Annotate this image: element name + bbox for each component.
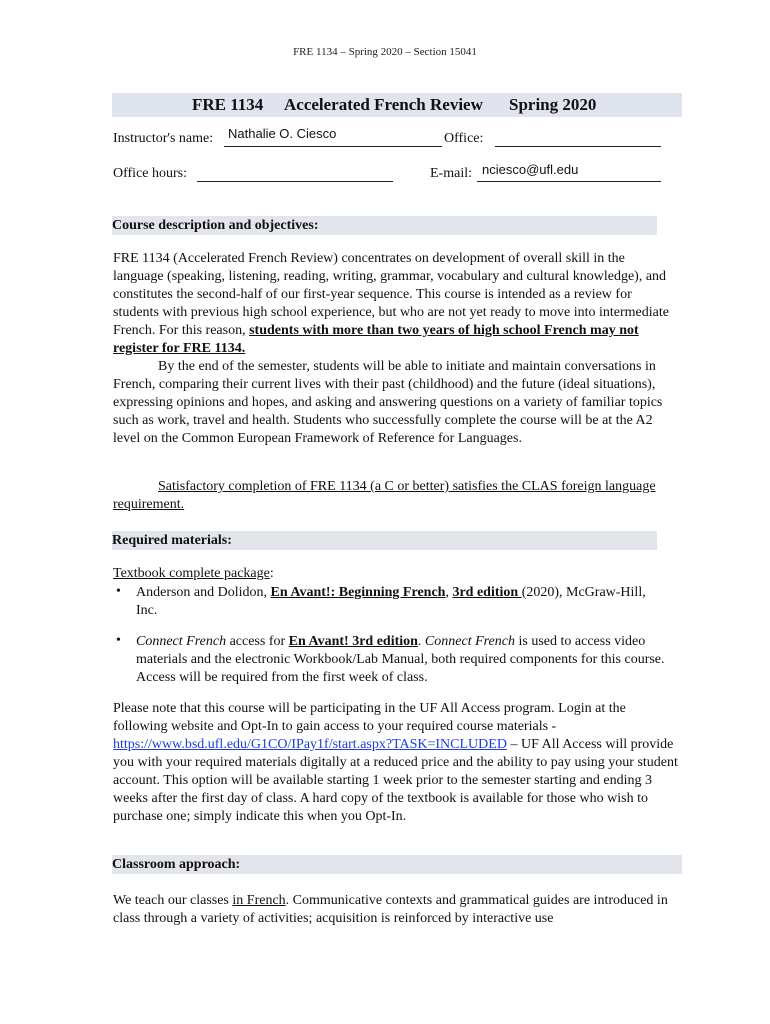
textbook-package-label: Textbook complete package (113, 566, 270, 581)
bullet-dot-2: • (116, 633, 121, 648)
all-access-intro: Please note that this course will be participating in the UF All Access program. Login at the following website and Opt-In to gain access to your required course materials - (113, 701, 626, 734)
all-access-link[interactable]: https://www.bsd.ufl.edu/G1CO/IPay1f/start.aspx?TASK=INCLUDED (113, 737, 507, 752)
connect-access-text: access for (226, 634, 289, 649)
email-value: nciesco@ufl.edu (482, 162, 579, 177)
classroom-approach-heading (112, 855, 682, 874)
classroom-paragraph (113, 892, 678, 928)
all-access-details: – UF All Access will provide you with your required materials digitally at a reduced price and the ability to pay using your student account. This option will be available starting 1 week prior to the semester starting and ending 3 weeks after the first day of class. A hard copy of the textbook is available for those who wish to purchase one; simply indicate this when you Opt-In. (113, 737, 678, 824)
instructor-label: Instructor's name: (113, 131, 214, 146)
connect-period: . (417, 634, 425, 649)
course-description-paragraph (113, 250, 678, 358)
requirement-paragraph (113, 478, 678, 514)
course-description-heading (112, 216, 657, 235)
classroom-in-french: in French (232, 893, 286, 908)
office-label: Office: (444, 131, 484, 146)
email-label: E-mail: (430, 166, 472, 181)
instructor-name: Nathalie O. Ciesco (228, 126, 337, 141)
bullet-dot-1: • (116, 584, 121, 599)
textbook-edition: 3rd edition (452, 585, 522, 600)
textbook-bullet (136, 584, 666, 620)
classroom-text-a: We teach our classes (113, 893, 233, 908)
classroom-approach-heading-text: Classroom approach: (112, 857, 241, 872)
textbook-comma: , (445, 585, 453, 600)
textbook-package-colon: : (269, 566, 274, 581)
all-access-paragraph (113, 700, 678, 826)
connect-french-name-2: Connect French (424, 634, 515, 649)
clas-requirement-text: Satisfactory completion of FRE 1134 (a C or better) satisfies the CLAS foreign language requirement. (113, 479, 656, 512)
course-title-bar (112, 93, 682, 117)
connect-edition: En Avant! 3rd edition (288, 634, 418, 649)
course-term: Spring 2020 (509, 95, 597, 114)
required-materials-heading-text: Required materials: (112, 533, 232, 548)
textbook-package-line (113, 565, 678, 583)
instructor-underline (224, 146, 442, 147)
objectives-paragraph: By the end of the semester, students will be able to initiate and maintain conversations in French, comparing their current lives with their past (childhood) and the future (ideal situations), expressing opinions and hopes, and asking and answering questions on a variety of familiar topics such as work, travel and health. Students who successfully complete the course will be at the A2 level on the Common European Framework of Reference for Languages. (113, 359, 663, 446)
course-code: FRE 1134 (192, 95, 264, 114)
office-hours-underline (197, 181, 393, 182)
email-underline (477, 181, 661, 182)
registration-restriction: students with more than two years of high school French may not register for FRE 1134. (113, 323, 639, 356)
connect-bullet (136, 633, 676, 687)
description-text: FRE 1134 (Accelerated French Review) concentrates on development of overall skill in the language (speaking, listening, reading, writing, grammar, vocabulary and cultural knowledge), and constitutes the second-half of our first-year sequence. This course is intended as a review for students with previous high school experience, but who are not yet ready to move into intermediate French. For this reason, (113, 251, 669, 338)
required-materials-heading (112, 531, 657, 550)
textbook-title: En Avant!: Beginning French (270, 585, 446, 600)
office-underline (495, 146, 661, 147)
course-name: Accelerated French Review (284, 95, 483, 114)
classroom-text-c: . Communicative contexts and grammatical guides are introduced in class through a variety of activities; acquisition is reinforced by interactive use (113, 893, 668, 926)
connect-description: is used to access video materials and the electronic Workbook/Lab Manual, both required components for this course. Access will be required from the first week of class. (136, 634, 665, 685)
textbook-authors: Anderson and Dolidon, (136, 585, 271, 600)
office-hours-label: Office hours: (113, 166, 187, 181)
textbook-publisher: (2020), McGraw-Hill, Inc. (136, 585, 646, 618)
connect-french-name: Connect French (136, 634, 227, 649)
running-header: FRE 1134 – Spring 2020 – Section 15041 (293, 46, 477, 58)
course-description-heading-text: Course description and objectives: (112, 218, 319, 233)
